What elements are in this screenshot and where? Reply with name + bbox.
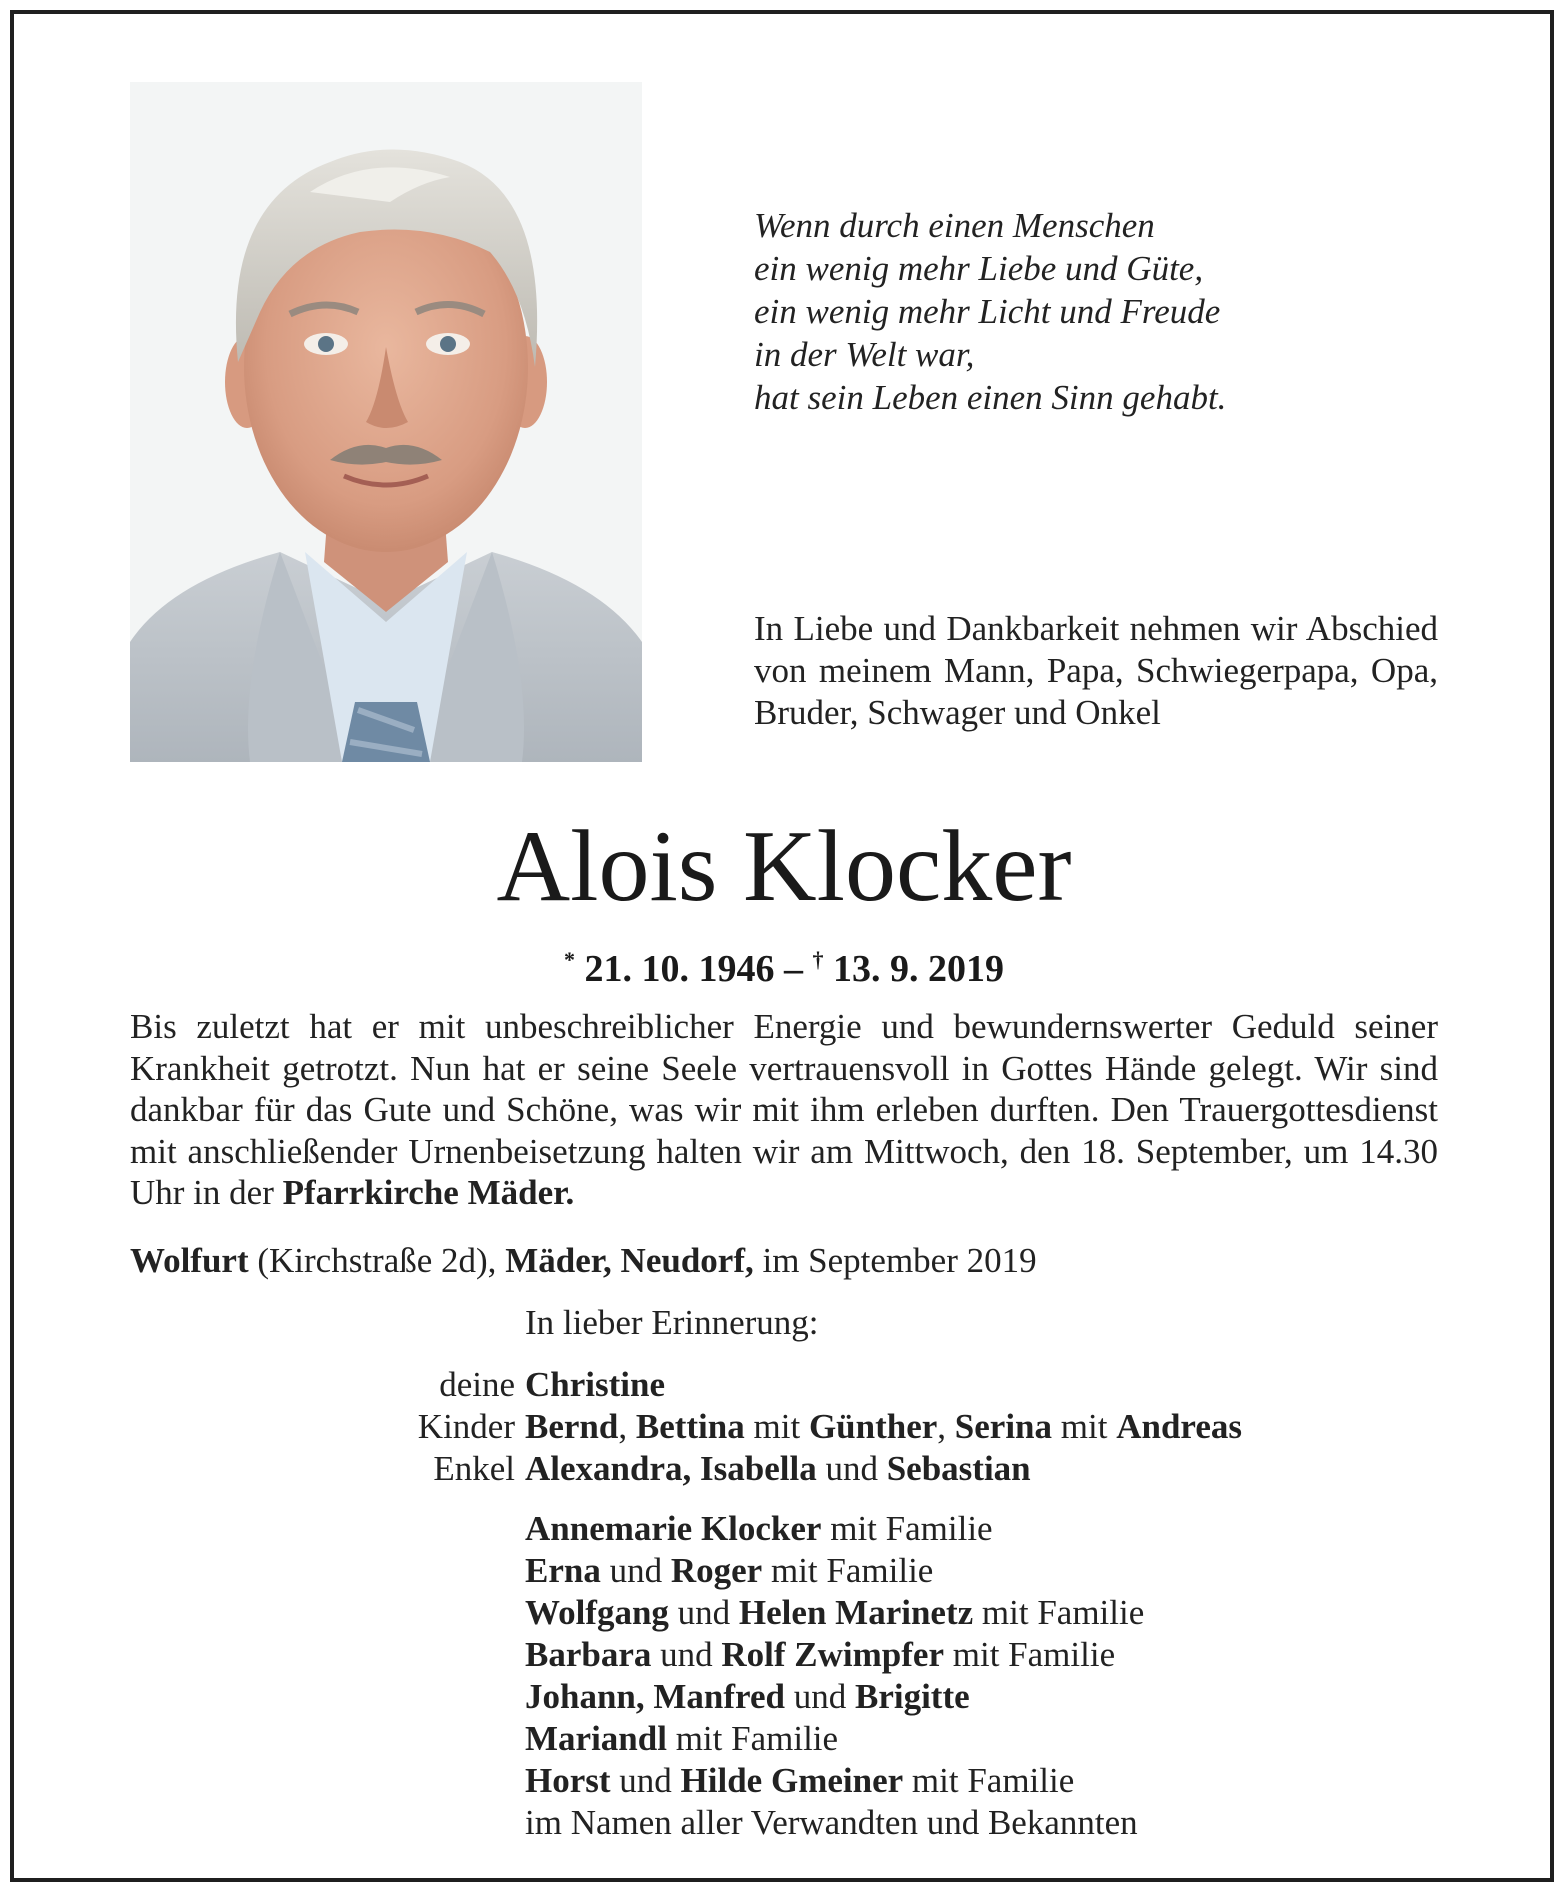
portrait-photo	[130, 82, 642, 762]
quote-line: hat sein Leben einen Sinn gehabt.	[754, 378, 1227, 417]
quote-line: ein wenig mehr Licht und Freude	[754, 292, 1221, 331]
quote-line: in der Welt war,	[754, 335, 975, 374]
quote-line: ein wenig mehr Liebe und Güte,	[754, 249, 1204, 288]
deceased-name: Alois Klocker	[496, 810, 1072, 923]
grandchildren-names: Alexandra, Isabella und Sebastian	[525, 1449, 1031, 1488]
church-name: Pfarrkirche Mäder.	[282, 1173, 575, 1212]
grandchildren-label: Enkel	[433, 1449, 515, 1488]
wife-label: deine	[439, 1365, 515, 1404]
address: (Kirchstraße 2d),	[248, 1241, 506, 1280]
place-date-line	[130, 1240, 1438, 1282]
birth-symbol: *	[564, 947, 575, 972]
quote-line: Wenn durch einen Menschen	[754, 206, 1155, 245]
town: Wolfurt	[130, 1241, 249, 1280]
funeral-announcement	[130, 1006, 1438, 1214]
birth-date: 21. 10. 1946 –	[575, 948, 813, 990]
memory-heading: In lieber Erinnerung:	[525, 1303, 819, 1342]
life-dates	[0, 936, 1568, 993]
other-towns: Mäder, Neudorf,	[505, 1241, 754, 1280]
children-names: Bernd, Bettina mit Günther, Serina mit Andreas	[525, 1407, 1242, 1446]
death-date: 13. 9. 2019	[823, 948, 1004, 990]
notice-date: im September 2019	[753, 1241, 1037, 1280]
farewell-intro: In Liebe und Dankbarkeit nehmen wir Abschied von meinem Mann, Papa, Schwiegerpapa, Opa, Bruder, Schwager und Onkel	[754, 609, 1438, 732]
closing-text: im Namen aller Verwandten und Bekannten	[525, 1803, 1138, 1842]
death-symbol: †	[812, 947, 824, 972]
announcement-text: Bis zuletzt hat er mit unbeschreiblicher Energie und bewundernswerter Geduld seiner Krankheit getrotzt. Nun hat er seine Seele vertrauensvoll in Gottes Hände gelegt. Wir sind dankbar für das Gute und Schöne, was wir mit ihm erleben durften. Den Trauergottesdienst mit anschließender Urnenbeisetzung halten wir am Mittwoch, den 18. September, um 14.30 Uhr in der	[130, 1007, 1438, 1212]
wife-name: Christine	[525, 1365, 665, 1404]
memorial-quote	[754, 204, 1314, 419]
children-label: Kinder	[417, 1407, 515, 1446]
